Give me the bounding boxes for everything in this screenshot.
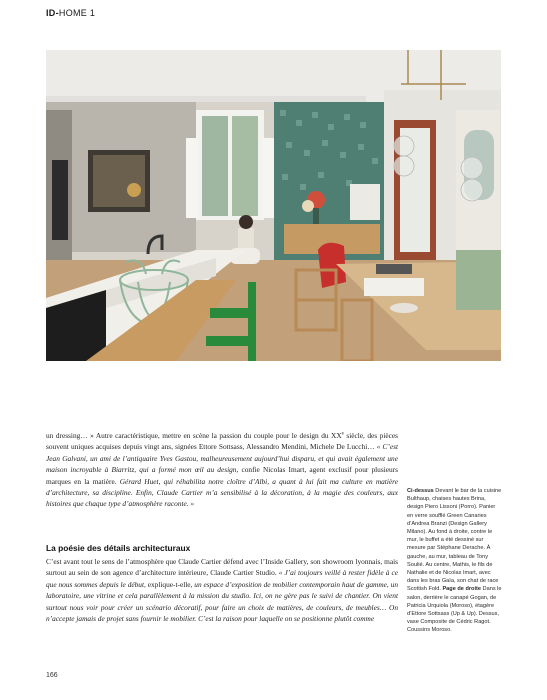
kitchen-dining-room-image (46, 50, 501, 361)
body-paragraph-2: C’est avant tout le sens de l’atmosphère que Claude Cartier défend avec l’Inside Gallery, son showroom lyonnais, mais surtout au sein de son agence d’architecture intérieure, Claude Cartier Studio. « J’ai toujours veillé à rester fidèle à ce que nous sommes depuis le début, explique-t-elle, un espace d’exposition de mobilier contemporain haut de gamme, un laboratoire, une vitrine et cela parallèlement à la mission du studio. Ici, on ne gère pas le suivi de chantier. On vient surtout nous voir pour créer un scénario décoratif, pour faire un choix de matières, de couleurs, de meubles… On n’accepte jamais de projet sans fournir le mobilier. C’est la raison pour laquelle on se positionne plutôt comme (46, 557, 398, 624)
running-header: ID-HOME 1 (46, 8, 96, 18)
photo-caption: Ci-dessus Devant le bar de la cuisine Bulthaup, chaises hautes Brina, design Piero Lissoni (Porro). Panier en verre soufflé Green Canaries d’Andrea Branzi (Design Gallery Milano). Au fond à droite, contre le mur, le buffet a été dessiné sur mesure par Stéphane Derache. À gauche, au mur, tableau de Tony Soulié. Au centre, Mathis, le fils de Nathalie et de Nicolas Imart, avec dans les bras Gaïa, son chat de race Scottish Fold. Page de droite Dans le salon, derrière le canapé Gogan, de Patricia Urquiola (Moroso), étagère d’Ettore Sottsass (Up & Up). Dessus, vase Composite de Cédric Ragot. Coussins Moroso. (407, 488, 502, 634)
section-subheading: La poésie des détails architecturaux (46, 543, 191, 553)
interior-photo (46, 50, 501, 361)
page-number: 166 (46, 672, 58, 679)
body-paragraph-1: un dressing… » Autre caractéristique, mettre en scène la passion du couple pour le design du XXe siècle, des pièces souvent uniques acquises depuis vingt ans, signées Ettore Sottsass, Alessandro Mendini, Michele De Lucchi… « C’est Jean Galvani, un ami de l’antiquaire Yves Gastou, malheureusement aujourd’hui disparu, et qui avait également une maison incroyable à Biarritz, qui a formé mon œil au design, confie Nicolas Imart, agent exclusif pour plusieurs marques en la matière. Gérard Huet, qui réhabilita notre cloître d’Albi, a quant à lui fait ma culture en matière d’architecture, sa discipline. Enfin, Claude Cartier m’a sensibilisé à la décoration, à la magie des couleurs, aux histoires que chaque type d’atmosphère raconte. » (46, 431, 398, 509)
